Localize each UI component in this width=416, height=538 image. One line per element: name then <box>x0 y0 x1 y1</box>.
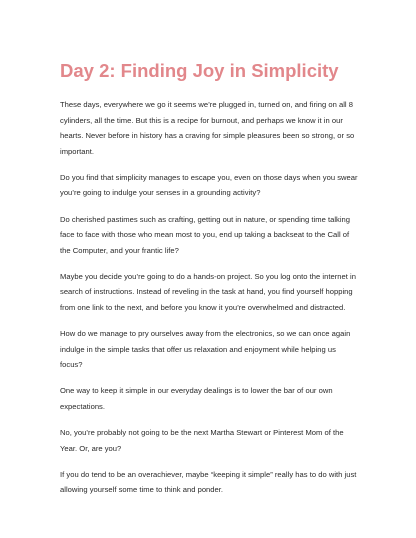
paragraph-6: One way to keep it simple in our everyday dealings is to lower the bar of our own expectations. <box>60 386 333 411</box>
paragraph-7: No, you’re probably not going to be the next Martha Stewart or Pinterest Mom of the Year. Or, are you? <box>60 428 344 453</box>
page-title: Day 2: Finding Joy in Simplicity <box>60 60 339 81</box>
paragraph-2: Do you find that simplicity manages to escape you, even on those days when you swear you’re going to indulge your senses in a grounding activity? <box>60 172 358 198</box>
paragraph-1: These days, everywhere we go it seems we’re plugged in, turned on, and firing on all 8 cylinders, all the time. But this is a recipe for burnout, and perhaps we know it in our hearts. Never before in history has a craving for simple pleasures been so strong, or so important. <box>60 100 355 156</box>
paragraph-3: Do cherished pastimes such as crafting, getting out in nature, or spending time talking face to face with those who mean most to you, end up taking a backseat to the Call of the Computer, and your frantic life? <box>60 214 351 255</box>
paragraph-4: Maybe you decide you’re going to do a hands-on project. So you log onto the internet in search of instructions. Instead of reveling in the task at hand, you find yourself hopping from one link to the next, and before you know it you’re overwhelmed and distracted. <box>60 271 356 313</box>
paragraph-8: If you do tend to be an overachiever, maybe “keeping it simple” really has to do with just allowing yourself some time to think and ponder. <box>60 469 357 495</box>
body-text <box>60 97 358 508</box>
paragraph-5: How do we manage to pry ourselves away from the electronics, so we can once again indulge in the simple tasks that offer us relaxation and enjoyment while helping us focus? <box>60 329 351 370</box>
